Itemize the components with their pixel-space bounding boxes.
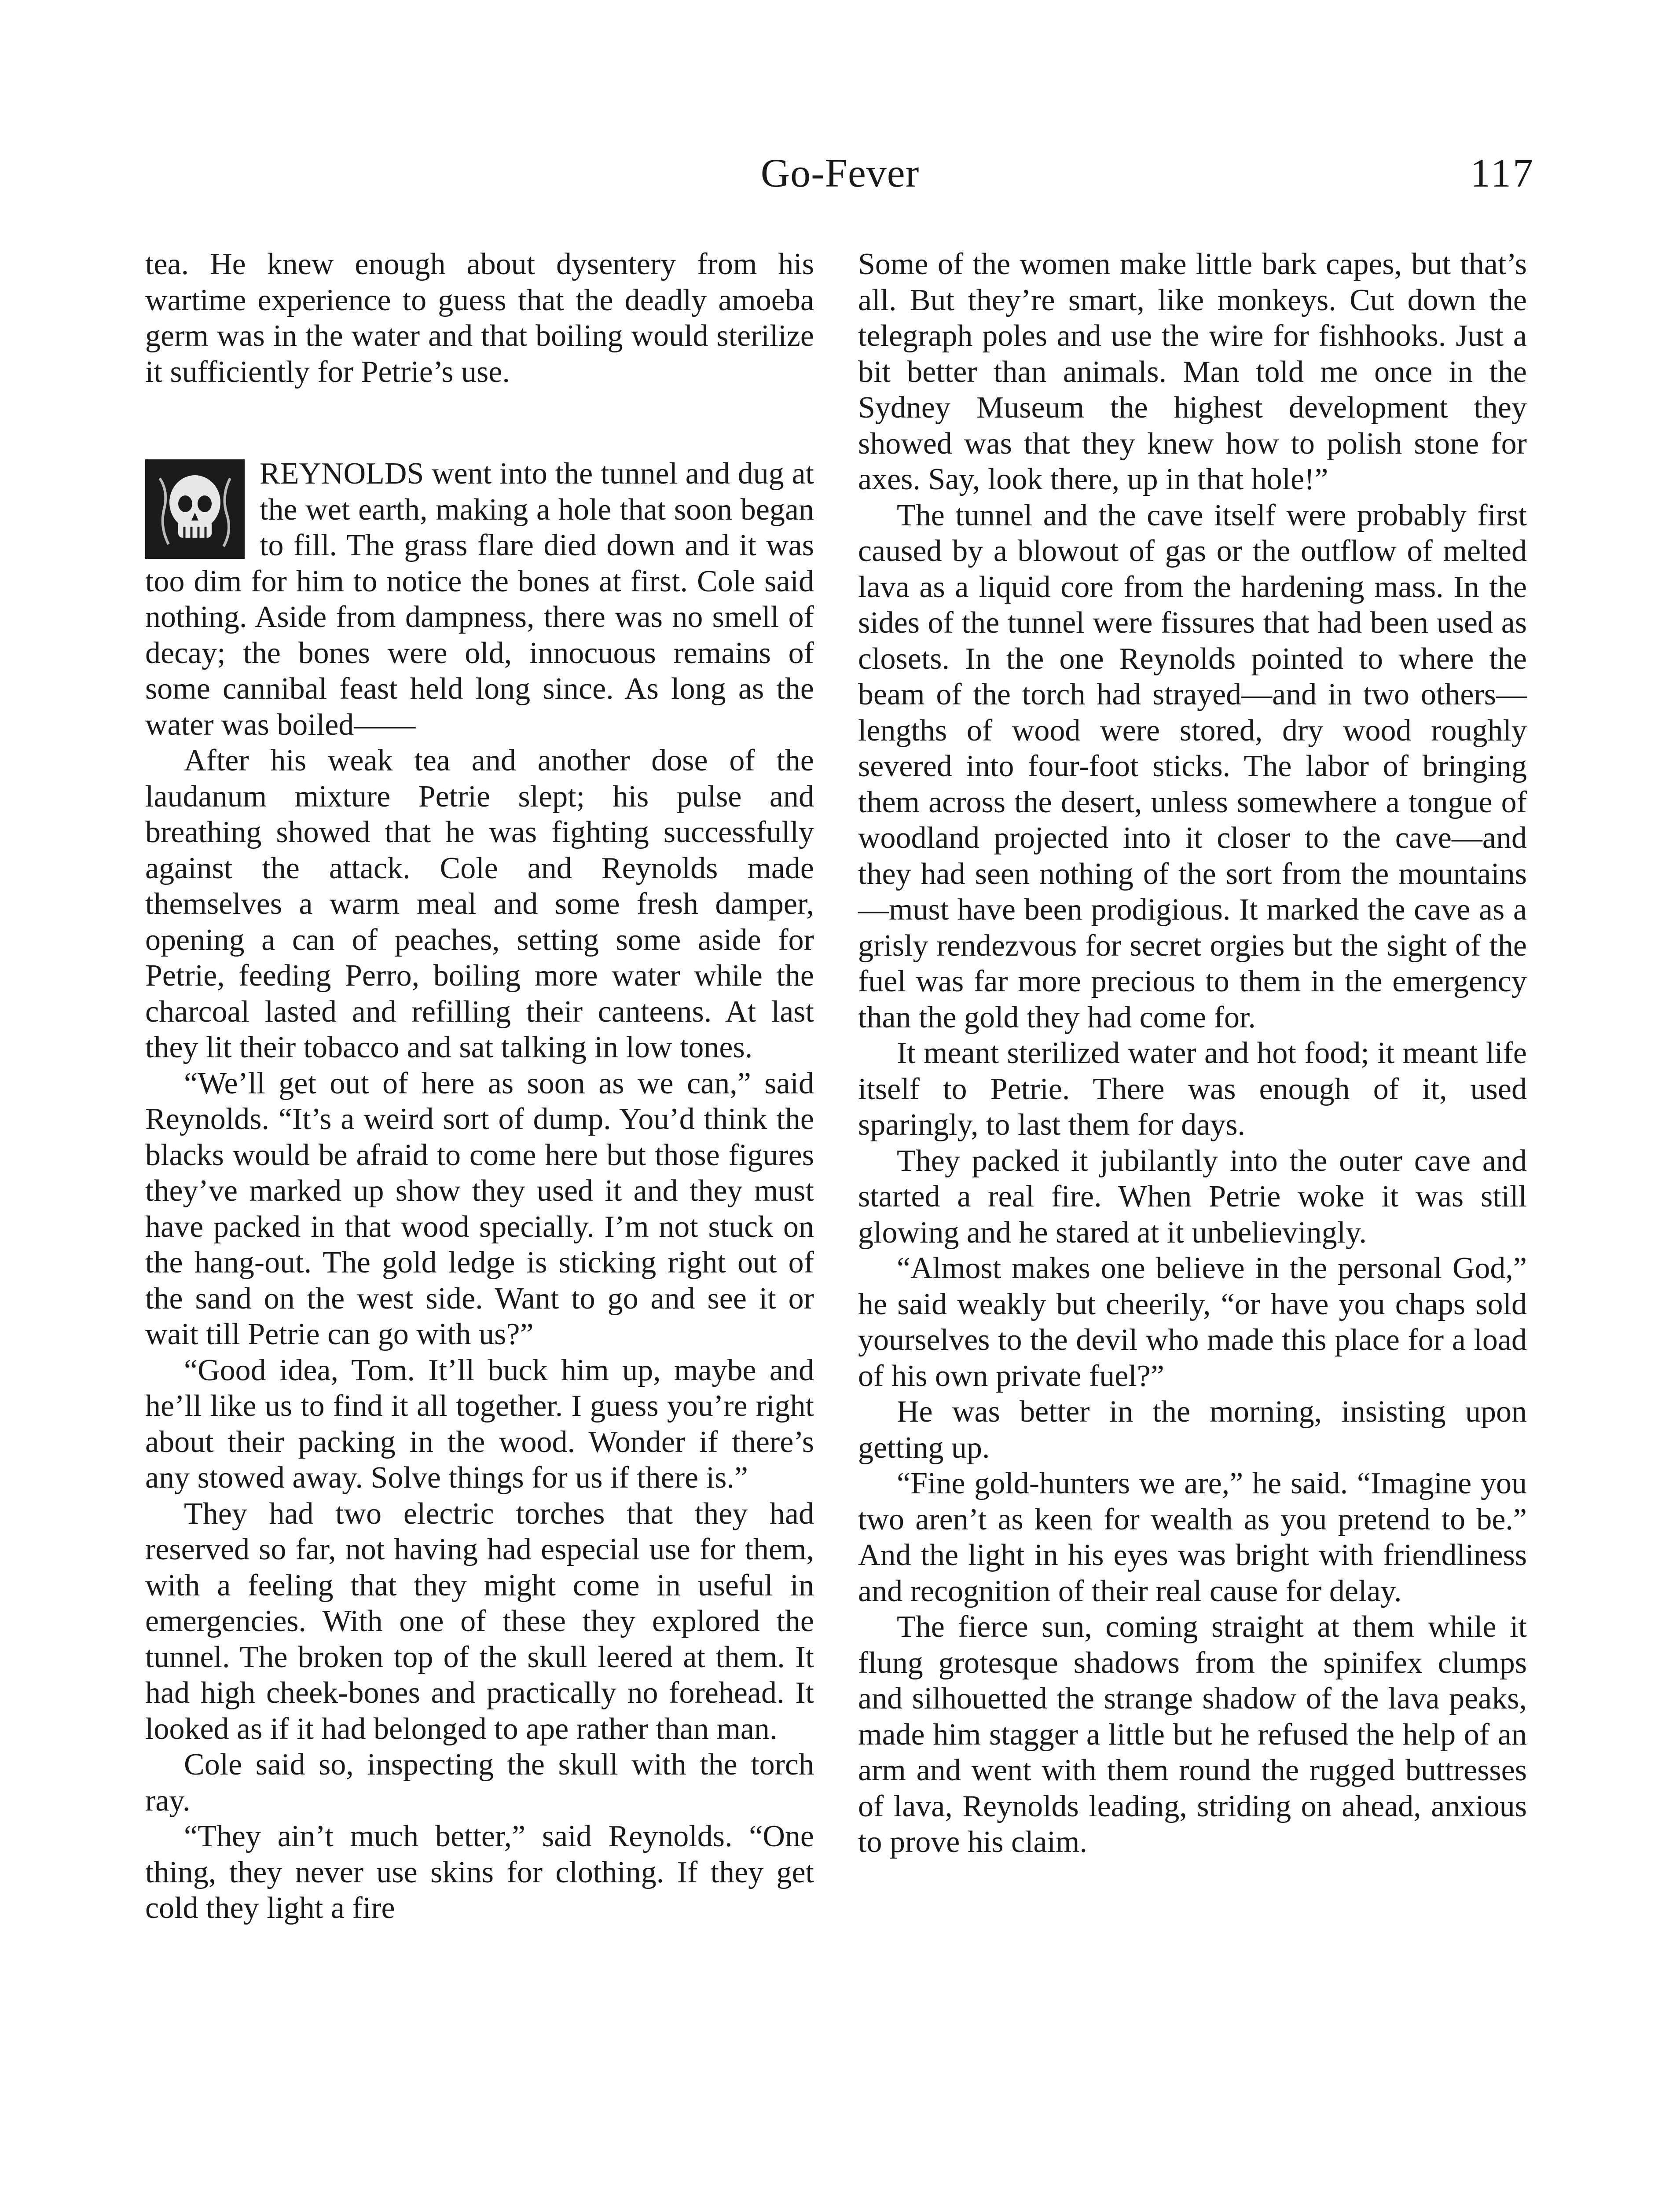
text-column-right bbox=[858, 246, 1527, 1860]
paragraph: He was better in the morning, insisting upon getting up. bbox=[858, 1395, 1527, 1465]
paragraph: “They ain’t much better,” said Reynolds. “One thing, they never use skins for clothing. If they get cold they light a fire bbox=[145, 1819, 814, 1925]
paragraph: The fierce sun, coming straight at them while it flung grotesque shadows from the spinifex clumps and silhouetted the strange shadow of the lava peaks, made him stagger a little but he refused the help of an arm and went with them round the rugged buttresses of lava, Reynolds leading, striding on ahead, anxious to prove his claim. bbox=[858, 1610, 1527, 1859]
paragraph-with-drop-cap bbox=[145, 456, 814, 743]
paragraph: “Almost makes one believe in the personal God,” he said weakly but cheerily, “or have you chaps sold yourselves to the devil who made this place for a load of his own private fuel?” bbox=[858, 1251, 1527, 1393]
paragraph: They packed it jubilantly into the outer cave and started a real fire. When Petrie woke it was still glowing and he stared at it unbelievingly. bbox=[858, 1144, 1527, 1250]
skull-drop-cap-icon bbox=[145, 459, 245, 559]
paragraph: It meant sterilized water and hot food; it meant life itself to Petrie. There was enough of it, used sparingly, to last them for days. bbox=[858, 1036, 1527, 1142]
text-column-left bbox=[145, 246, 814, 1926]
paragraph: After his weak tea and another dose of the laudanum mixture Petrie slept; his pulse and breathing showed that he was fighting successfully against the attack. Cole and Reynolds made themselves a warm meal and some fresh damper, opening a can of peaches, setting some aside for Petrie, feeding Perro, boiling more water while the charcoal lasted and refilling their canteens. At last they lit their tobacco and sat talking in low tones. bbox=[145, 744, 814, 1064]
page-number: 117 bbox=[1470, 150, 1535, 195]
paragraph: “Fine gold-hunters we are,” he said. “Imagine you two aren’t as keen for wealth as you pretend to be.” And the light in his eyes was bright with friendliness and recognition of their real cause for delay. bbox=[858, 1467, 1527, 1608]
running-header-title: Go-Fever bbox=[760, 150, 920, 195]
paragraph: tea. He knew enough about dysentery from his wartime experience to guess that the deadly amoeba germ was in the water and that boiling would sterilize it sufficiently for Petrie’s use. bbox=[145, 247, 814, 389]
paragraph: Some of the women make little bark capes, but that’s all. But they’re smart, like monkeys. Cut down the telegraph poles and use the wire for fishhooks. Just a bit better than animals. Man told me once in the Sydney Museum the highest development they showed was that they knew how to polish stone for axes. Say, look there, up in that hole!” bbox=[858, 247, 1527, 496]
paragraph: “We’ll get out of here as soon as we can,” said Reynolds. “It’s a weird sort of dump. You’d think the blacks would be afraid to come here but those figures they’ve marked up show they used it and they must have packed in that wood specially. I’m not stuck on the hang-out. The gold ledge is sticking right out of the sand on the west side. Want to go and see it or wait till Petrie can go with us?” bbox=[145, 1066, 814, 1351]
paragraph: The tunnel and the cave itself were probably first caused by a blowout of gas or the outflow of melted lava as a liquid core from the hardening mass. In the sides of the tunnel were fissures that had been used as closets. In the one Reynolds pointed to where the beam of the torch had strayed—and in two others—lengths of wood were stored, dry wood roughly severed into four-foot sticks. The labor of bringing them across the desert, unless somewhere a tongue of woodland projected into it closer to the cave—and they had seen nothing of the sort from the mountains—must have been prodigious. It marked the cave as a grisly rendezvous for secret orgies but the sight of the fuel was far more precious to them in the emergency than the gold they had come for. bbox=[858, 498, 1527, 1034]
paragraph: They had two electric torches that they had reserved so far, not having had especial use for them, with a feeling that they might come in useful in emergencies. With one of these they explored the tunnel. The broken top of the skull leered at them. It had high cheek-bones and practically no forehead. It looked as if it had belonged to ape rather than man. bbox=[145, 1496, 814, 1746]
paragraph: Cole said so, inspecting the skull with the torch ray. bbox=[145, 1748, 814, 1818]
paragraph-text: EYNOLDS went into the tunnel and dug at the wet earth, making a hole that soon began to fill. The grass flare died down and it was too dim for him to notice the bones at first. Cole said nothing. Aside from dampness, there was no smell of decay; the bones were old, innocuous remains of some cannibal feast held long since. As long as the water was boiled—— bbox=[145, 457, 814, 742]
drop-cap-initial: R bbox=[260, 457, 280, 491]
paragraph: “Good idea, Tom. It’ll buck him up, maybe and he’ll like us to find it all together. I guess you’re right about their packing in the wood. Wonder if there’s any stowed away. Solve things for us if there is.” bbox=[145, 1353, 814, 1495]
skull-icon bbox=[151, 465, 239, 553]
